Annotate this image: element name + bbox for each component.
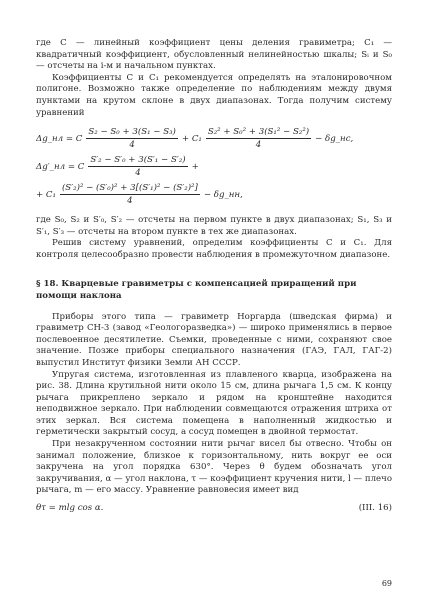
eq2-tail: + [191,161,199,172]
eq3-lhs: + C₁ [36,189,56,200]
equation-line-3 [36,182,392,207]
paragraph-solution: Решив систему уравнений, определим коэффициенты C и C₁. Для контроля целесообразно провести наблюдения в промежуточном диапазоне. [36,238,392,260]
eq2-numerator: S′₂ − S′₀ + 3(S′₁ − S′₂) [90,155,186,166]
equation-number: (III. 16) [358,503,392,514]
eq1-denominator-1: 4 [129,140,135,151]
eq2-fraction [88,154,187,179]
eq1-denominator-2: 4 [255,140,262,151]
equation-system [36,126,392,207]
eq1-numerator-2: S₂² + S₀² + 3(S₁² − S₂²) [207,127,310,138]
section-heading: § 18. Кварцевые гравиметры с компенсацией приращений при помощи наклона [36,278,357,301]
paragraph-elastic-system: Упругая система, изготовленная из плавленого кварца, изображена на рис. 38. Длина крутильной нити около 15 см, длина рычага 1,5 см. К концу рычага прикреплено зеркало и рядом на кронштейне находится неподвижное зеркало. При наблюдении совмещаются отражения штриха от этих зеркал. Вся система помещена в наполненный жидкостью и герметически закрытый сосуд, а сосуд помещен в двойной термостат. [36,369,392,438]
eq3-numerator: (S′₂)² − (S′₀)² + 3[(S′₁)² − (S′₂)²] [61,183,198,194]
eq2-denominator: 4 [135,168,141,179]
eq1-fraction-2 [206,126,311,151]
eq3-fraction [60,182,200,207]
equation-text: θτ = mlg cos α. [36,503,104,514]
paragraph-coefficients: Коэффициенты C и C₁ рекомендуется определять на эталонировочном полигоне. Возможно также определение по наблюдениям между двумя пунктами на крутом склоне в двух диапазонах. Тогда получим систему уравнений [36,72,392,118]
equation-line-2 [36,154,392,179]
eq1-numerator-1: S₂ − S₀ + 3(S₁ − S₃) [88,127,176,138]
paragraph-definitions: где C — линейный коэффициент цены деления гравиметра; C₁ — квадратичный коэффициент, обусловленный нелинейностью шкалы; Sᵢ и S₀ — отсчеты на i-м и начальном пунктах. [36,38,392,72]
eq1-lhs: Δg_нл = C [36,133,83,144]
eq1-mid: + C₁ [181,133,202,144]
page-number: 69 [381,579,392,589]
eq1-fraction-1 [86,126,178,151]
eq3-denominator: 4 [127,196,133,207]
eq3-tail: − δg_нн, [203,189,243,200]
paragraph-readings: где S₀, S₂ и S′₀, S′₂ — отсчеты на первом пункте в двух диапазонах; S₁, S₃ и S′₁, S′₃ — отсчеты на втором пункте в тех же диапазонах. [36,215,392,237]
paragraph-instruments: Приборы этого типа — гравиметр Норгарда (шведская фирма) и гравиметр СН-3 (завод «Геологоразведка») — широко применялись в первое послевоенное десятилетие. Съемки, проведенные с ними, сохраняют свое значение. Позже приборы специального назначения (ГАЭ, ГАЛ, ГАГ-2) выпустил Институт физики Земли АН СССР. [36,311,392,368]
eq1-tail: − δg_нс, [315,133,354,144]
equation-line-1 [36,126,392,151]
paragraph-equilibrium: При незакрученном состоянии нити рычаг висел бы отвесно. Чтобы он занимал положение, близкое к горизонтальному, нить вокруг ее оси закручена на угол порядка 630°. Через θ будем обозначать угол закручивания, α — угол наклона, τ — коэффициент кручения нити, l — плечо рычага, m — его массу. Уравнение равновесия имеет вид [36,439,392,496]
equilibrium-equation [36,502,392,514]
eq2-lhs: Δg′_нл = C [36,161,85,172]
